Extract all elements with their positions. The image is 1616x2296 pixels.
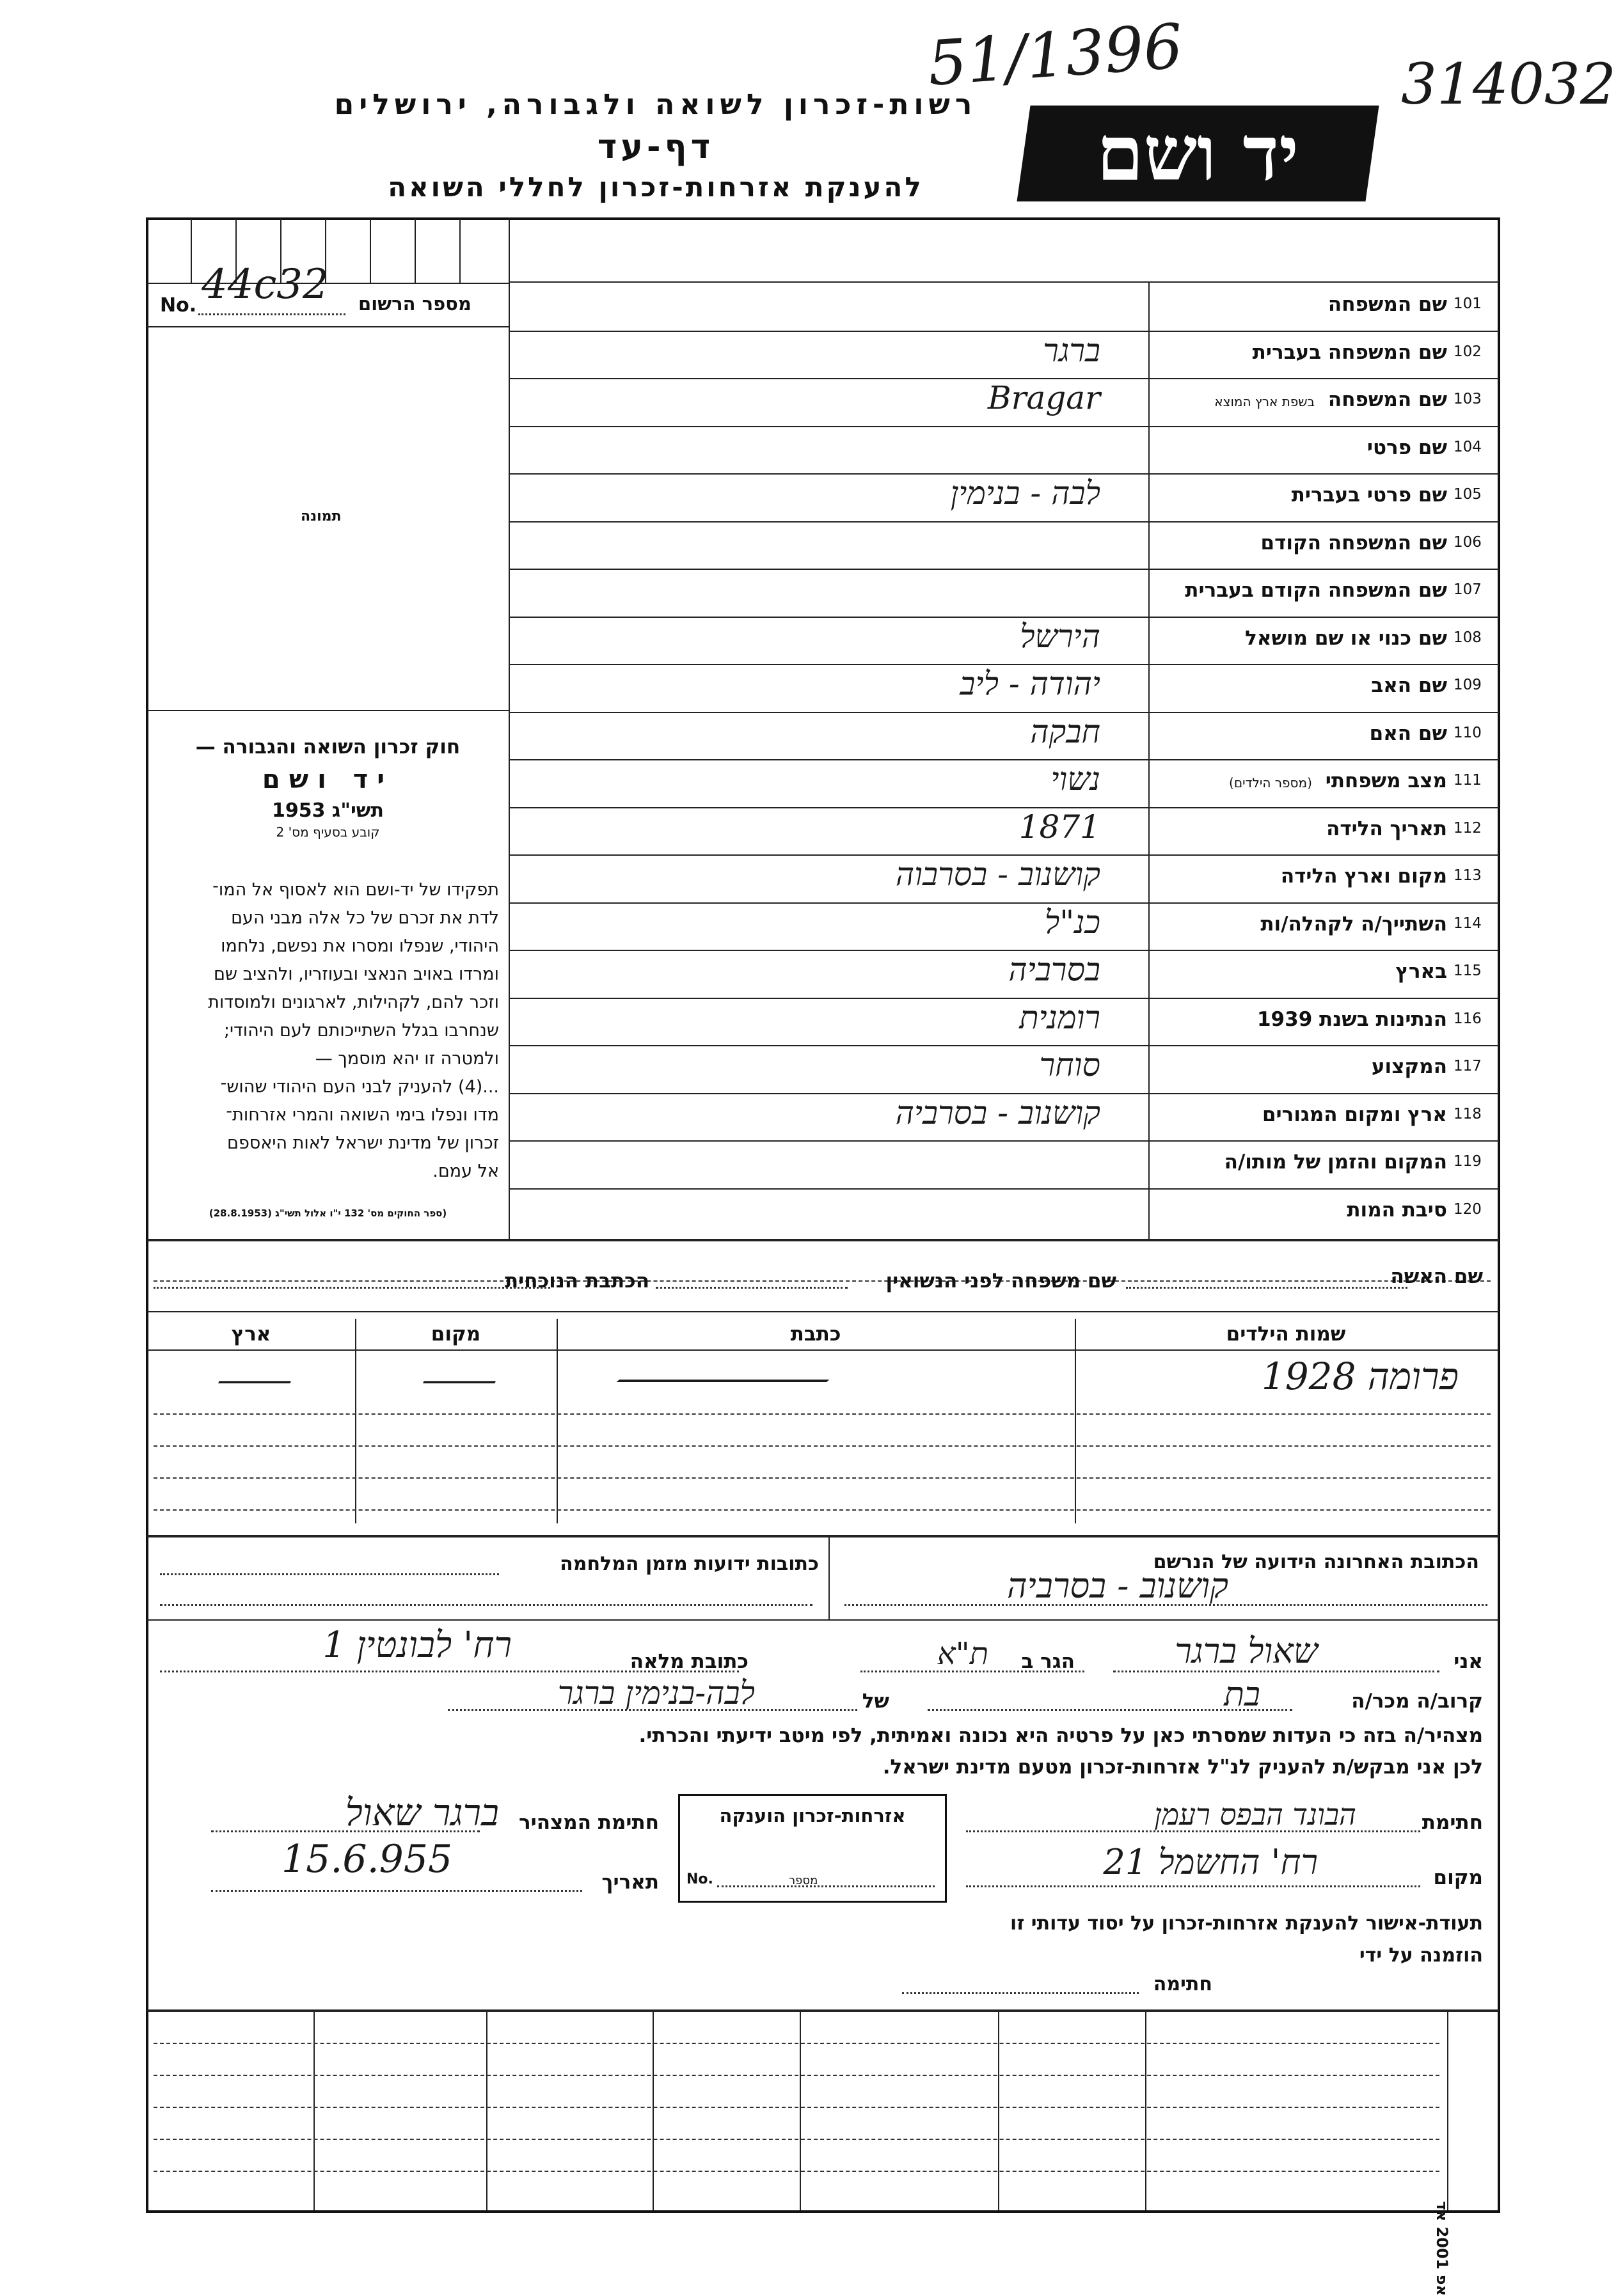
- field-number: 105: [1454, 486, 1482, 503]
- seal-title: אזרחות-זכרון הוענקה: [719, 1805, 906, 1827]
- field-label: [1395, 960, 1447, 983]
- of-value[interactable]: לבה-בנימין ברגר: [557, 1674, 755, 1711]
- field-number: 101: [1454, 295, 1482, 312]
- full-address-value[interactable]: רח' לבונטין 1: [322, 1624, 512, 1666]
- relation-value[interactable]: בת: [1224, 1676, 1260, 1714]
- child-name[interactable]: פרומה 1928: [1261, 1355, 1459, 1398]
- stamp-value[interactable]: הבונד הבפס רעמן: [1154, 1797, 1356, 1832]
- law-line: ולמטרה זו יהא מוסמך —: [315, 1049, 499, 1069]
- law-title: חוק זכרון השואה והגבורה —: [195, 735, 461, 759]
- declaration-date[interactable]: 15.6.955: [281, 1837, 453, 1882]
- field-label-text: סיבת המות: [1347, 1199, 1447, 1222]
- field-label-text: שם האם: [1369, 722, 1447, 745]
- law-line: ומרדו באויב הנאצי ובעוזריו, ולהציב שם: [213, 964, 499, 984]
- seal-no-label: No.: [686, 1871, 713, 1887]
- field-number: 119: [1454, 1153, 1482, 1170]
- field-label: [1371, 674, 1447, 697]
- field-label-text: שם המשפחה הקודם בעברית: [1185, 579, 1447, 602]
- field-value[interactable]: בסרביה: [1008, 951, 1100, 988]
- field-label-text: שם כנוי או שם מושאל: [1245, 627, 1447, 650]
- field-value[interactable]: כנ"ל: [1044, 904, 1100, 941]
- certificate-line2: הוזמנה על ידי: [1359, 1944, 1483, 1967]
- field-label: [1326, 817, 1447, 840]
- field-number: 106: [1454, 534, 1482, 551]
- declarant-signature[interactable]: ברגר שאול: [345, 1791, 499, 1834]
- law-section: קובע בסעיף מס' 2: [276, 824, 380, 840]
- field-number: 112: [1454, 820, 1482, 837]
- children-header-names: שמות הילדים: [1226, 1323, 1346, 1346]
- field-number: 107: [1454, 581, 1482, 598]
- field-number: 102: [1454, 343, 1482, 360]
- field-value[interactable]: סוחר: [1039, 1046, 1100, 1083]
- field-label-text: בארץ: [1395, 960, 1447, 983]
- field-number: 111: [1454, 772, 1482, 789]
- field-label: [1229, 769, 1447, 792]
- field-number: 115: [1454, 963, 1482, 979]
- field-value[interactable]: ברגר: [1043, 332, 1100, 369]
- form-subtitle: להענקת אזרחות-זכרון לחללי השואה: [388, 171, 924, 203]
- field-label: [1347, 1199, 1447, 1222]
- field-value[interactable]: רומנית: [1019, 999, 1100, 1036]
- law-line: שנחרבו בגלל השתייכותם לעם היהודי;: [223, 1021, 499, 1041]
- relation-label: קרוב/ה מכר/ה: [1351, 1690, 1483, 1713]
- field-number: 109: [1454, 677, 1482, 693]
- yad-vashem-logo: [1017, 106, 1379, 201]
- place-value[interactable]: רח' החשמל 21: [1103, 1842, 1318, 1882]
- field-label-text: השתייך/ה לקהלה/ות: [1260, 913, 1447, 936]
- field-label-text: שם פרטי: [1366, 436, 1447, 459]
- memorial-citizenship-seal: [678, 1794, 947, 1903]
- field-number: 110: [1454, 725, 1482, 741]
- law-line: תפקידו של יד-ושם הוא לאסוף אל המו־: [212, 880, 499, 900]
- field-label: [1253, 341, 1447, 364]
- field-label-text: שם האב: [1371, 674, 1447, 697]
- law-line: לדת את זכרם של כל אלה מבני העם: [231, 908, 499, 928]
- field-label: [1257, 1008, 1447, 1031]
- field-label-text: שם פרטי בעברית: [1291, 484, 1447, 507]
- last-address-value[interactable]: קושנוב - בסרביה: [1006, 1566, 1228, 1606]
- child-address[interactable]: —: [608, 1356, 838, 1401]
- field-label: [1281, 865, 1447, 888]
- law-citation: (ספר החוקים מס' 132 י"ו אלול תשי"ג (28.8.1953): [209, 1207, 447, 1219]
- field-label: [1224, 1151, 1447, 1174]
- of-label: של: [862, 1690, 889, 1713]
- children-header-address: כתבת: [790, 1323, 841, 1346]
- field-label-note: בשפת ארץ המוצא: [1214, 394, 1315, 409]
- field-value[interactable]: קושנוב - בסרבוה: [895, 856, 1100, 893]
- field-label-text: תאריך הלידה: [1326, 817, 1447, 840]
- law-line: מדו ונפלו בימי השואה והמרי אזרחות־: [226, 1105, 499, 1125]
- statement-truth: מצהיר/ה בזה כי העדות שמסרתי כאן על פרטיה היא נכונה ואמיתית, לפי מיטב ידיעתי והכרתי.: [638, 1724, 1483, 1747]
- field-number: 103: [1454, 391, 1482, 407]
- field-number: 114: [1454, 915, 1482, 932]
- field-label-text: שם המשפחה: [1327, 388, 1447, 411]
- field-label-text: שם המשפחה הקודם: [1260, 531, 1447, 554]
- declarant-signature-label: חתימת המצהיר: [518, 1811, 659, 1834]
- law-line: אל עמם.: [432, 1161, 499, 1181]
- statement-request: לכן אני מבקש/ת להעניק לנ"ל אזרחות-זכרון מטעם מדינת ישראל.: [882, 1756, 1483, 1779]
- field-label-text: המקצוע: [1371, 1055, 1447, 1078]
- field-value[interactable]: לבה - בנימין: [950, 475, 1100, 512]
- field-label: [1185, 579, 1447, 602]
- law-line: היהודי, שנפלו ומסרו את נפשם, נלחמו: [221, 936, 499, 956]
- field-label-text: מצב משפחתי: [1325, 769, 1447, 792]
- field-label-text: מקום וארץ הלידה: [1280, 865, 1447, 888]
- field-label-text: המקום והזמן של מותו/ה: [1224, 1151, 1447, 1174]
- certificate-signature-label: חתימה: [1153, 1973, 1212, 1995]
- photo-label: תמונה: [301, 508, 342, 524]
- field-label: [1214, 388, 1447, 411]
- law-excerpt: [157, 735, 499, 840]
- archive-file-ref: 51/1396: [925, 10, 1185, 100]
- field-value[interactable]: קושנוב - בסרביה: [895, 1094, 1100, 1131]
- field-label: [1328, 293, 1447, 316]
- current-address-label: הכתבת הנוכחית: [504, 1270, 649, 1293]
- law-year: תשי"ג 1953: [271, 799, 384, 822]
- field-label: [1372, 1055, 1447, 1078]
- wife-name-label: שם האשה: [1390, 1265, 1483, 1288]
- place-label: מקום: [1433, 1866, 1483, 1889]
- field-number: 117: [1454, 1058, 1482, 1074]
- declarant-i-label: אני: [1454, 1650, 1483, 1673]
- seal-number-label: מספר: [789, 1874, 818, 1887]
- field-label: [1370, 722, 1447, 745]
- field-value[interactable]: Bragar: [987, 379, 1100, 416]
- last-address-label: הכתובת האחרונה הידועה של הנרשם: [1153, 1551, 1479, 1573]
- field-label-text: הנתינות בשנת 1939: [1256, 1008, 1447, 1031]
- field-number: 118: [1454, 1106, 1482, 1122]
- stamp-label: חתימת: [1422, 1811, 1483, 1834]
- children-header-country: ארץ: [231, 1323, 271, 1346]
- child-country[interactable]: —: [215, 1359, 294, 1401]
- field-number: 104: [1454, 439, 1482, 455]
- registration-number[interactable]: 44c32: [202, 261, 329, 308]
- field-label: [1245, 627, 1447, 650]
- field-value[interactable]: חבקה: [1030, 713, 1100, 750]
- form-title: דף-עד: [597, 128, 715, 166]
- field-label: [1262, 1103, 1447, 1126]
- field-number: 113: [1454, 867, 1482, 884]
- field-label: [1260, 913, 1447, 936]
- field-label: [1261, 531, 1447, 554]
- field-label-text: שם המשפחה: [1327, 293, 1447, 316]
- residing-in-label: הגר ב: [1021, 1650, 1075, 1673]
- child-place[interactable]: —: [420, 1359, 499, 1401]
- field-value[interactable]: יהודה - ליב: [960, 665, 1100, 702]
- field-value[interactable]: הירשל: [1020, 618, 1100, 655]
- footer-code: אפ 2001 אד: [1433, 2201, 1451, 2296]
- archive-page-ref: 314032: [1401, 51, 1616, 117]
- field-value[interactable]: נשוי: [1050, 760, 1100, 798]
- law-line: זכרון של מדינת ישראל לאות היאספם: [227, 1133, 499, 1153]
- field-label-text: ארץ ומקום המגורים: [1262, 1103, 1447, 1126]
- law-name: יד ושם: [262, 765, 394, 794]
- law-line: וזכר להם, לקהילות, לארגונים ולמוסדות: [208, 993, 499, 1012]
- field-number: 108: [1454, 629, 1482, 646]
- field-value[interactable]: 1871: [1018, 808, 1100, 845]
- field-number: 116: [1454, 1010, 1482, 1027]
- full-address-label: כתובת מלאה: [630, 1650, 749, 1673]
- wartime-addresses-label: כתובות ידועות מזמן המלחמה: [560, 1553, 819, 1575]
- field-label-text: שם המשפחה בעברית: [1252, 341, 1447, 364]
- field-label-note: (מספר הילדים): [1229, 775, 1312, 790]
- authority-title: רשות-זכרון לשואה ולגבורה, ירושלים: [334, 88, 978, 121]
- certificate-line1: תעודת-אישור להענקת אזרחות-זכרון על יסוד עדותי זו: [1010, 1912, 1483, 1935]
- date-label: תאריך: [601, 1871, 659, 1894]
- maiden-name-label: שם משפחה לפני הנשואין: [885, 1270, 1116, 1293]
- children-header-place: מקום: [431, 1323, 481, 1346]
- field-number: 120: [1454, 1201, 1482, 1218]
- declarant-city[interactable]: ת"א: [937, 1636, 988, 1672]
- field-label: [1292, 484, 1447, 507]
- logo-text: יד ושם: [1097, 109, 1299, 198]
- declarant-name[interactable]: שאול ברגר: [1175, 1631, 1318, 1671]
- law-line: ...(4) להעניק לבני העם היהודי שהוש־: [220, 1077, 499, 1097]
- registration-no-label: No.: [160, 294, 197, 317]
- field-label: [1367, 436, 1447, 459]
- law-body: [157, 876, 499, 1186]
- registration-label: מספר הרשום: [358, 293, 471, 315]
